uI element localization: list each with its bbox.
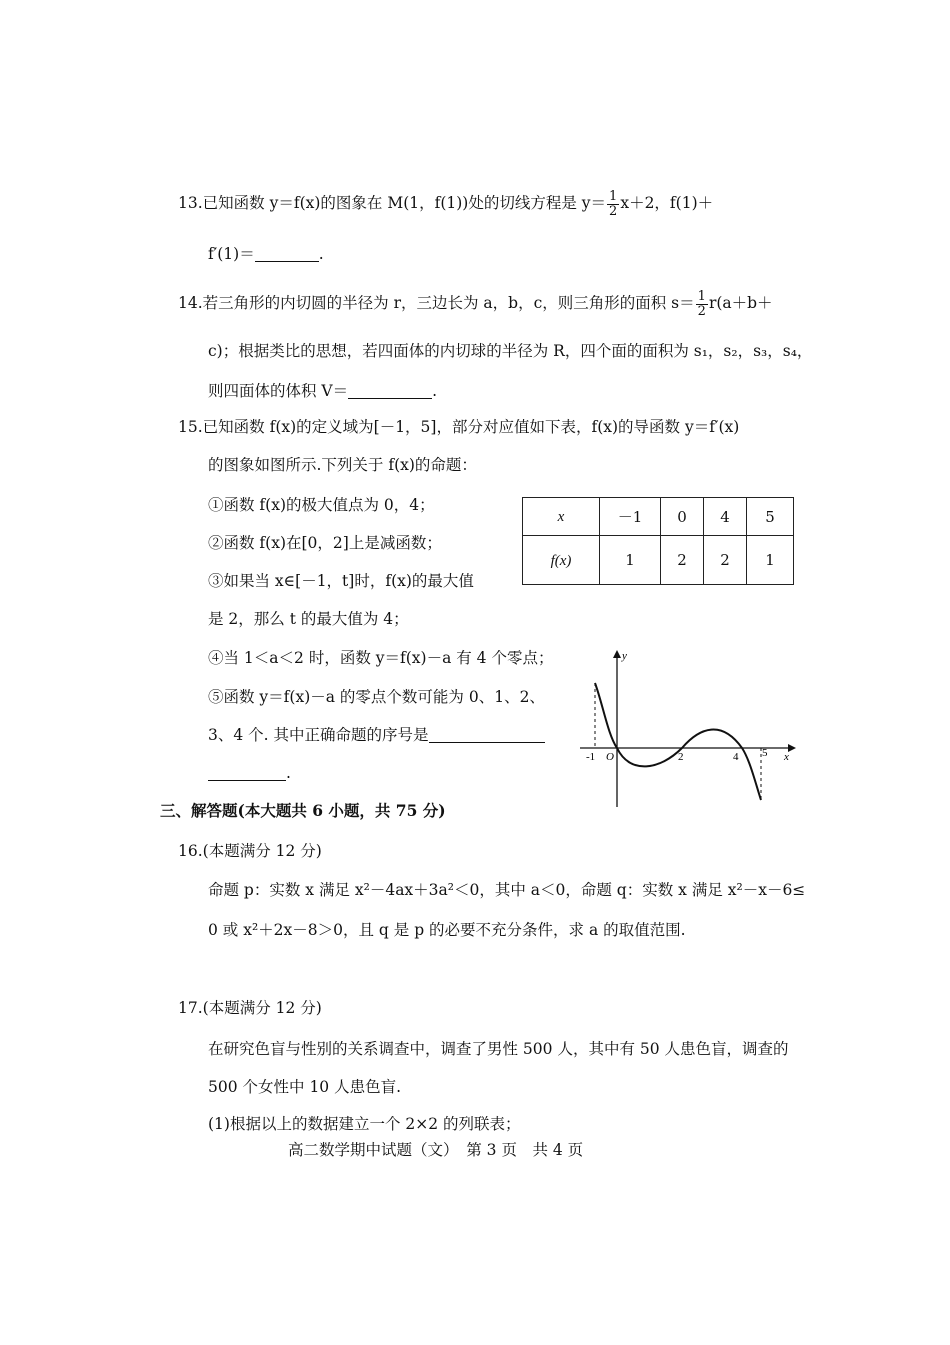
q13-frac-den: 2 xyxy=(609,203,618,219)
q14-line2: c)；根据类比的思想，若四面体的内切球的半径为 R，四个面的面积为 s₁，s₂，s₃，s₄， xyxy=(208,342,813,360)
tick-label: 5 xyxy=(762,747,768,759)
y-axis-arrow xyxy=(613,650,621,658)
q14-line1 xyxy=(178,290,773,318)
q13-stem-c: f′(1)＝ xyxy=(208,245,255,263)
q13-stem-b: x＋2，f(1)＋ xyxy=(620,194,714,213)
table-cell: 5 xyxy=(747,498,794,536)
derivative-curve xyxy=(595,683,761,800)
q13-line1 xyxy=(178,190,713,218)
q15-proposition-5a: ⑤函数 y＝f(x)－a 的零点个数可能为 0、1、2、 xyxy=(208,688,545,706)
table-cell: 0 xyxy=(661,498,704,536)
q15-proposition-5b xyxy=(208,726,545,745)
table-cell: 1 xyxy=(747,536,794,585)
table-row xyxy=(523,498,794,536)
derivative-graph xyxy=(570,645,805,810)
q14-end: . xyxy=(432,382,438,400)
x-axis-label: x xyxy=(784,751,789,763)
q15-proposition-3b: 是 2，那么 t 的最大值为 4； xyxy=(208,610,409,628)
q15-end: . xyxy=(286,764,291,782)
table-cell: f(x) xyxy=(523,536,600,585)
table-row xyxy=(523,536,794,585)
q16-line1: 命题 p：实数 x 满足 x²－4ax＋3a²＜0，其中 a＜0，命题 q：实数 x 满足 x²－x－6≤ xyxy=(208,881,806,899)
q15-line1: 15.已知函数 f(x)的定义域为[－1，5]，部分对应值如下表，f(x)的导函数 y＝f′(x) xyxy=(178,418,740,436)
value-table xyxy=(522,497,794,585)
q13-answer-blank[interactable] xyxy=(255,261,319,262)
section-3-title: 三、解答题(本大题共 6 小题，共 75 分) xyxy=(160,801,446,820)
q15-proposition-4: ④当 1＜a＜2 时，函数 y＝f(x)－a 有 4 个零点； xyxy=(208,649,554,667)
q14-stem-b: r(a＋b＋ xyxy=(708,294,773,313)
q14-answer-blank[interactable] xyxy=(348,398,432,399)
q16-header: 16.(本题满分 12 分) xyxy=(178,842,322,860)
q14-stem-a: 14.若三角形的内切圆的半径为 r，三边长为 a，b，c，则三角形的面积 s＝ xyxy=(178,294,695,313)
q14-fraction xyxy=(696,290,708,318)
q15-proposition-2: ②函数 f(x)在[0，2]上是减函数； xyxy=(208,534,442,552)
q15-proposition-1: ①函数 f(x)的极大值点为 0，4； xyxy=(208,496,435,514)
q14-stem-c: 则四面体的体积 V＝ xyxy=(208,382,349,400)
page-footer: 高二数学期中试题（文） 第 3 页 共 4 页 xyxy=(288,1141,584,1159)
q17-line1: 在研究色盲与性别的关系调查中，调查了男性 500 人，其中有 50 人患色盲，调查的 xyxy=(208,1040,789,1058)
q15-proposition-3a: ③如果当 x∈[－1，t]时，f(x)的最大值 xyxy=(208,572,474,590)
tick-label: -1 xyxy=(586,751,596,763)
q13-stem-a: 13.已知函数 y＝f(x)的图象在 M(1，f(1))处的切线方程是 y＝ xyxy=(178,194,607,213)
table-cell: 2 xyxy=(661,536,704,585)
q13-frac-num: 1 xyxy=(609,189,618,204)
q17-line2: 500 个女性中 10 人患色盲. xyxy=(208,1078,402,1096)
y-axis-label: y xyxy=(622,650,627,662)
table-cell: 4 xyxy=(704,498,747,536)
table-cell: 2 xyxy=(704,536,747,585)
q15-answer-blank-1[interactable] xyxy=(429,742,545,743)
q17-line3: (1)根据以上的数据建立一个 2×2 的列联表； xyxy=(208,1115,521,1133)
q15-stem-answer: 3、4 个. 其中正确命题的序号是 xyxy=(208,726,429,744)
table-cell: x xyxy=(523,498,600,536)
q16-line2: 0 或 x²＋2x－8＞0，且 q 是 p 的必要不充分条件，求 a 的取值范围. xyxy=(208,921,686,939)
table-cell: －1 xyxy=(600,498,661,536)
origin-label: O xyxy=(606,751,614,763)
q15-answer-blank-2[interactable] xyxy=(208,780,286,781)
tick-label: 4 xyxy=(733,751,739,763)
q14-frac-den: 2 xyxy=(697,303,706,319)
q15-answer-line2 xyxy=(208,764,291,783)
q14-line3 xyxy=(208,382,437,401)
x-axis-arrow xyxy=(788,744,796,752)
q13-line2 xyxy=(208,245,324,264)
table-cell: 1 xyxy=(600,536,661,585)
q13-end: . xyxy=(318,245,324,263)
q13-fraction xyxy=(607,190,619,218)
tick-label: 2 xyxy=(678,751,684,763)
q17-header: 17.(本题满分 12 分) xyxy=(178,999,322,1017)
q14-frac-num: 1 xyxy=(697,289,706,304)
q15-line2: 的图象如图所示.下列关于 f(x)的命题： xyxy=(208,456,477,474)
